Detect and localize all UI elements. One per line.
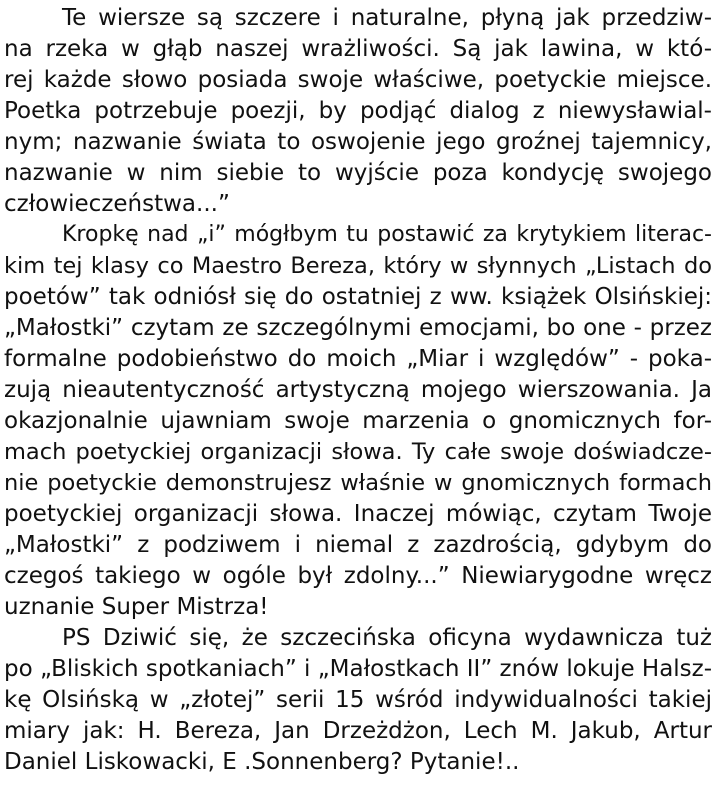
text-line: po „Bliskich spotkaniach” i „Małostkach II” znów lokuje Halsz- <box>4 656 713 682</box>
text-line: PS Dziwić się, że szczecińska oficyna wydawnicza tuż <box>62 625 712 651</box>
text-line: nym; nazwanie świata to oswojenie jego groźnej tajemnicy, <box>4 129 712 155</box>
text-line: zują nieautentyczność artystyczną mojego wierszowania. Ja <box>4 377 712 403</box>
text-line: „Małostki” czytam ze szczególnymi emocjami, bo one - przez <box>4 315 712 341</box>
text-line: na rzeka w głąb naszej wrażliwości. Są jak lawina, w któ- <box>4 36 712 62</box>
text-line: formalne podobieństwo do moich „Miar i względów” - poka- <box>4 346 712 372</box>
text-line: kim tej klasy co Maestro Bereza, który w słynnych „Listach do <box>4 253 712 279</box>
text-line: Te wiersze są szczere i naturalne, płyną jak przedziw- <box>62 5 712 31</box>
text-line: czegoś takiego w ogóle był zdolny...” Niewiarygodne wręcz <box>4 563 712 589</box>
text-line: nie poetyckie demonstrujesz właśnie w gnomicznych formach <box>4 470 712 496</box>
text-line: mach poetyckiej organizacji słowa. Ty całe swoje doświadcze- <box>4 439 712 465</box>
text-line: rej każde słowo posiada swoje właściwe, poetyckie miejsce. <box>4 67 712 93</box>
text-line: Daniel Liskowacki, E .Sonnenberg? Pytanie!.. <box>4 749 520 775</box>
text-line: człowieczeństwa...” <box>4 191 230 217</box>
text-line: uznanie Super Mistrza! <box>4 594 269 620</box>
text-line: Poetka potrzebuje poezji, by podjąć dialog z niewysławial- <box>4 98 712 124</box>
text-line: miary jak: H. Bereza, Jan Drzeżdżon, Lech M. Jakub, Artur <box>4 718 712 744</box>
text-line: nazwanie w nim siebie to wyjście poza kondycję swojego <box>4 160 712 186</box>
text-line: kę Olsińską w „złotej” serii 15 wśród indywidualności takiej <box>4 687 712 713</box>
text-line: poetyckiej organizacji słowa. Inaczej mówiąc, czytam Twoje <box>4 501 712 527</box>
text-line: „Małostki” z podziwem i niemal z zazdrością, gdybym do <box>4 532 712 558</box>
text-line: poetów” tak odniósł się do ostatniej z ww. książek Olsińskiej: <box>4 284 712 310</box>
text-line: Kropkę nad „i” mógłbym tu postawić za krytykiem literac- <box>62 222 712 247</box>
text-line: okazjonalnie ujawniam swoje marzenia o gnomicznych for- <box>4 408 712 434</box>
